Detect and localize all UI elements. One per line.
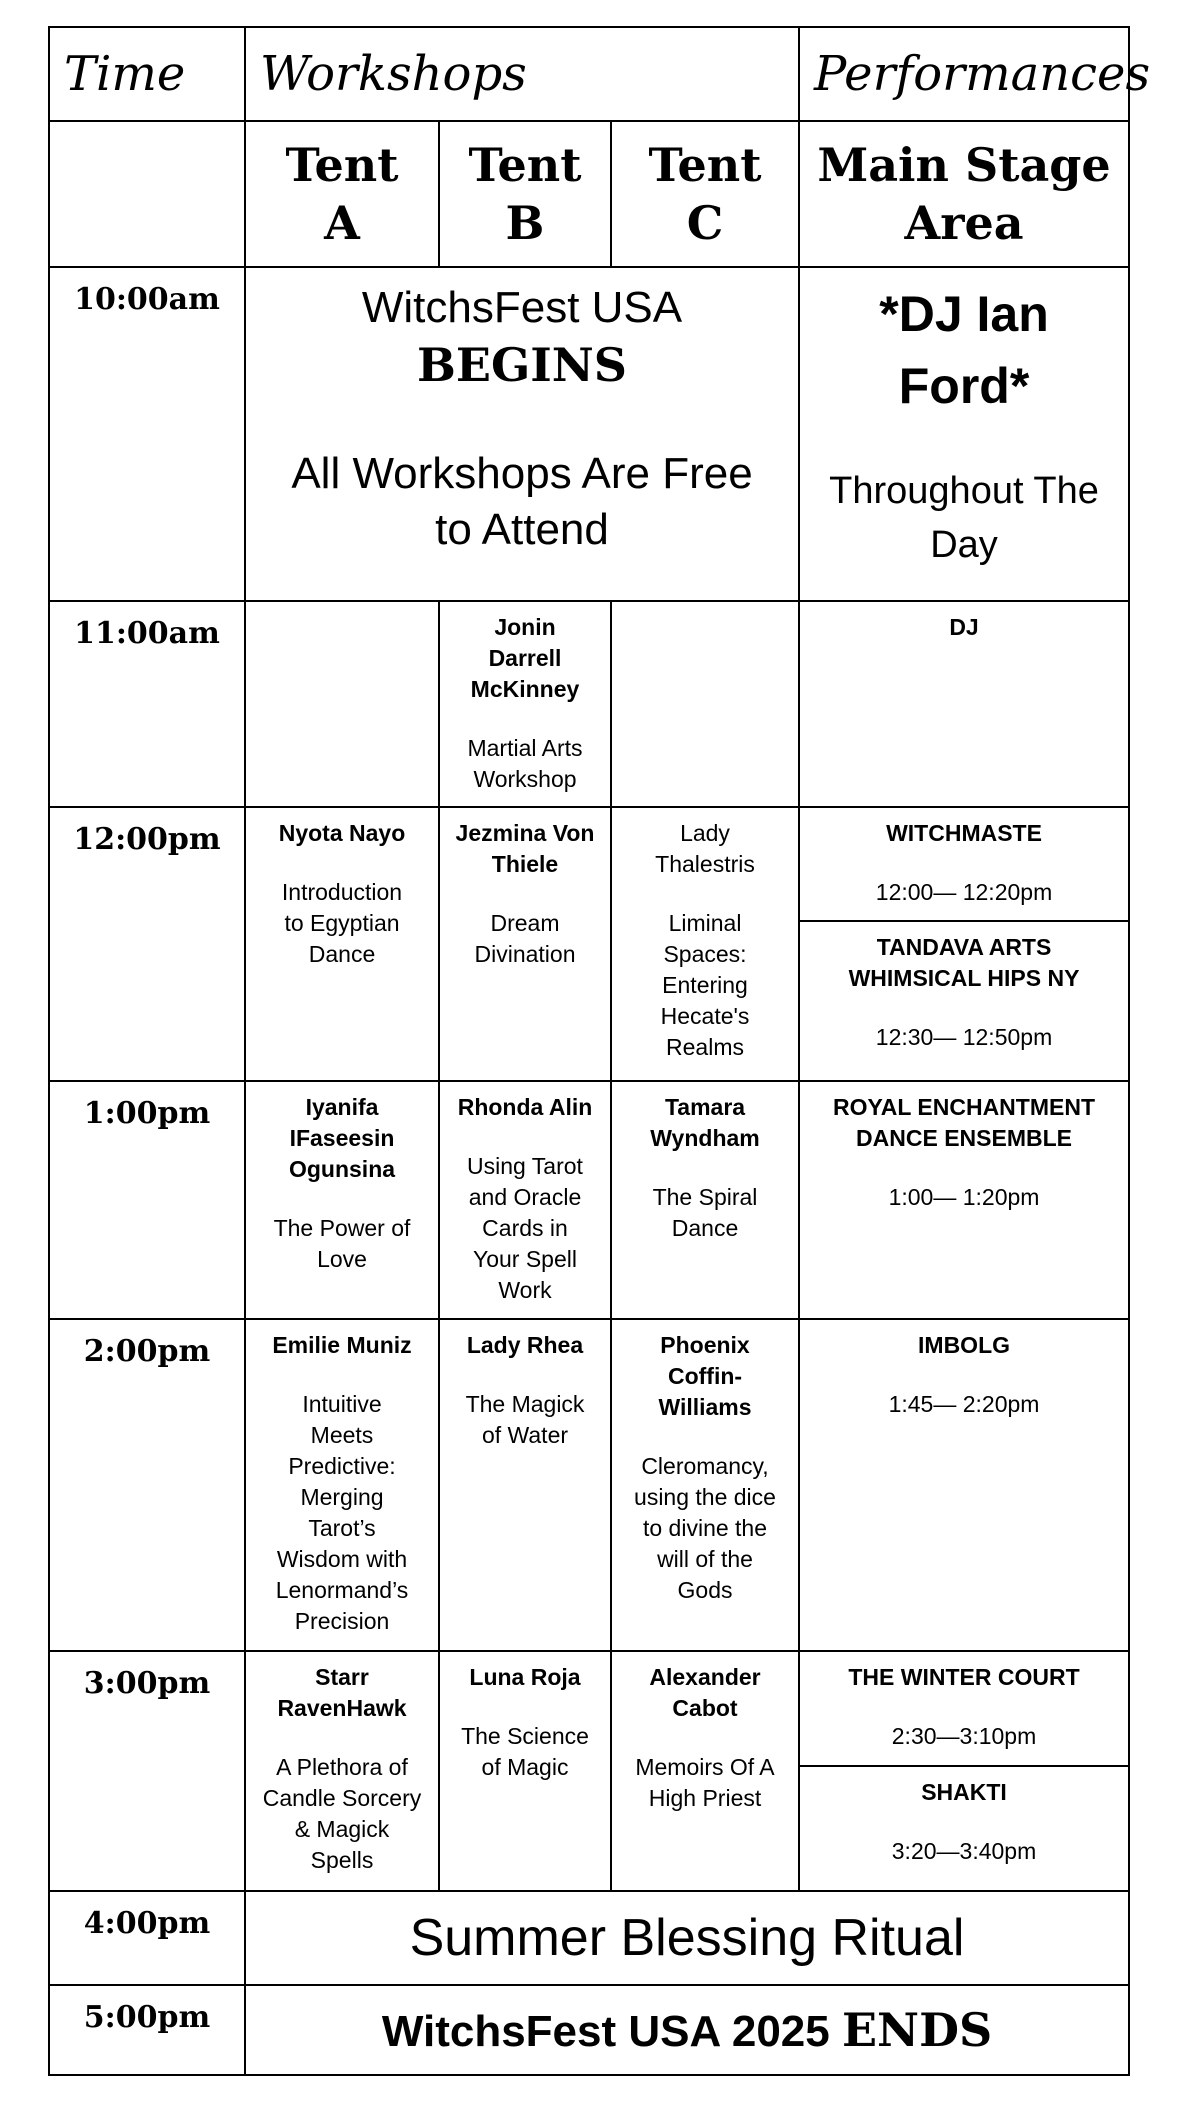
workshop-cell: Nyota Nayo Introduction to Egyptian Dance [245, 807, 439, 1081]
time-label: 4:00pm [49, 1891, 245, 1985]
tent-row-empty [49, 121, 245, 267]
schedule-table [48, 26, 1151, 2076]
row-3pm [49, 1651, 1129, 1891]
workshop-cell: Starr RavenHawk A Plethora of Candle Sorcery & Magick Spells [245, 1651, 439, 1891]
time-label: 10:00am [49, 267, 245, 601]
performance-cell: IMBOLG 1:45— 2:20pm [799, 1319, 1129, 1651]
workshop-cell: Tamara Wyndham The Spiral Dance [611, 1081, 799, 1319]
workshops-header: Workshops [245, 27, 799, 121]
workshop-cell: Jezmina Von Thiele Dream Divination [439, 807, 611, 1081]
time-header: Time [49, 27, 245, 121]
row-2pm [49, 1319, 1129, 1651]
performance-slot: WITCHMASTE 12:00— 12:20pm [875, 820, 1053, 905]
time-label: 5:00pm [49, 1985, 245, 2075]
performance-slot: SHAKTI 3:20—3:40pm [800, 1765, 1128, 1879]
performance-cell [799, 1651, 1129, 1891]
performance-slot: TANDAVA ARTS WHIMSICAL HIPS NY 12:30— 12:50pm [800, 920, 1128, 1065]
workshop-cell-empty [245, 601, 439, 807]
workshop-cell: Luna Roja The Science of Magic [439, 1651, 611, 1891]
workshop-cell: Alexander Cabot Memoirs Of A High Priest [611, 1651, 799, 1891]
opening-announcement: WitchsFest USA BEGINS All Workshops Are Free to Attend [245, 267, 799, 601]
header-row [49, 27, 1129, 121]
tent-b-heading: Tent B [439, 121, 611, 267]
dj-announcement: *DJ Ian Ford* Throughout The Day [799, 267, 1129, 601]
workshop-cell: Jonin Darrell McKinney Martial Arts Workshop [439, 601, 611, 807]
workshop-cell: Rhonda Alin Using Tarot and Oracle Cards in Your Spell Work [439, 1081, 611, 1319]
time-label: 1:00pm [49, 1081, 245, 1319]
workshop-cell: Lady Rhea The Magick of Water [439, 1319, 611, 1651]
main-stage-heading: Main Stage Area [799, 121, 1129, 267]
performance-cell: DJ [799, 601, 1129, 807]
performance-slot: THE WINTER COURT 2:30—3:10pm [848, 1664, 1080, 1749]
tent-a-heading: Tent A [245, 121, 439, 267]
workshop-cell: Iyanifa IFaseesin Ogunsina The Power of Love [245, 1081, 439, 1319]
row-4pm [49, 1891, 1129, 1985]
ritual-banner: Summer Blessing Ritual [245, 1891, 1129, 1985]
time-label: 11:00am [49, 601, 245, 807]
row-11am [49, 601, 1129, 807]
performance-cell: ROYAL ENCHANTMENT DANCE ENSEMBLE 1:00— 1:20pm [799, 1081, 1129, 1319]
workshop-cell: Lady Thalestris Liminal Spaces: Entering Hecate's Realms [611, 807, 799, 1081]
workshop-cell: Emilie Muniz Intuitive Meets Predictive: Merging Tarot’s Wisdom with Lenormand’s Precision [245, 1319, 439, 1651]
tent-c-heading: Tent C [611, 121, 799, 267]
workshop-cell-empty [611, 601, 799, 807]
time-label: 3:00pm [49, 1651, 245, 1891]
time-label: 2:00pm [49, 1319, 245, 1651]
row-10am [49, 267, 1129, 601]
performance-cell [799, 807, 1129, 1081]
closing-banner: WitchsFest USA 2025 ENDS [245, 1985, 1129, 2075]
row-12pm [49, 807, 1129, 1081]
row-1pm [49, 1081, 1129, 1319]
time-label: 12:00pm [49, 807, 245, 1081]
tent-row [49, 121, 1129, 267]
performances-header: Performances [799, 27, 1129, 121]
row-5pm [49, 1985, 1129, 2075]
workshop-cell: Phoenix Coffin- Williams Cleromancy, using the dice to divine the will of the Gods [611, 1319, 799, 1651]
